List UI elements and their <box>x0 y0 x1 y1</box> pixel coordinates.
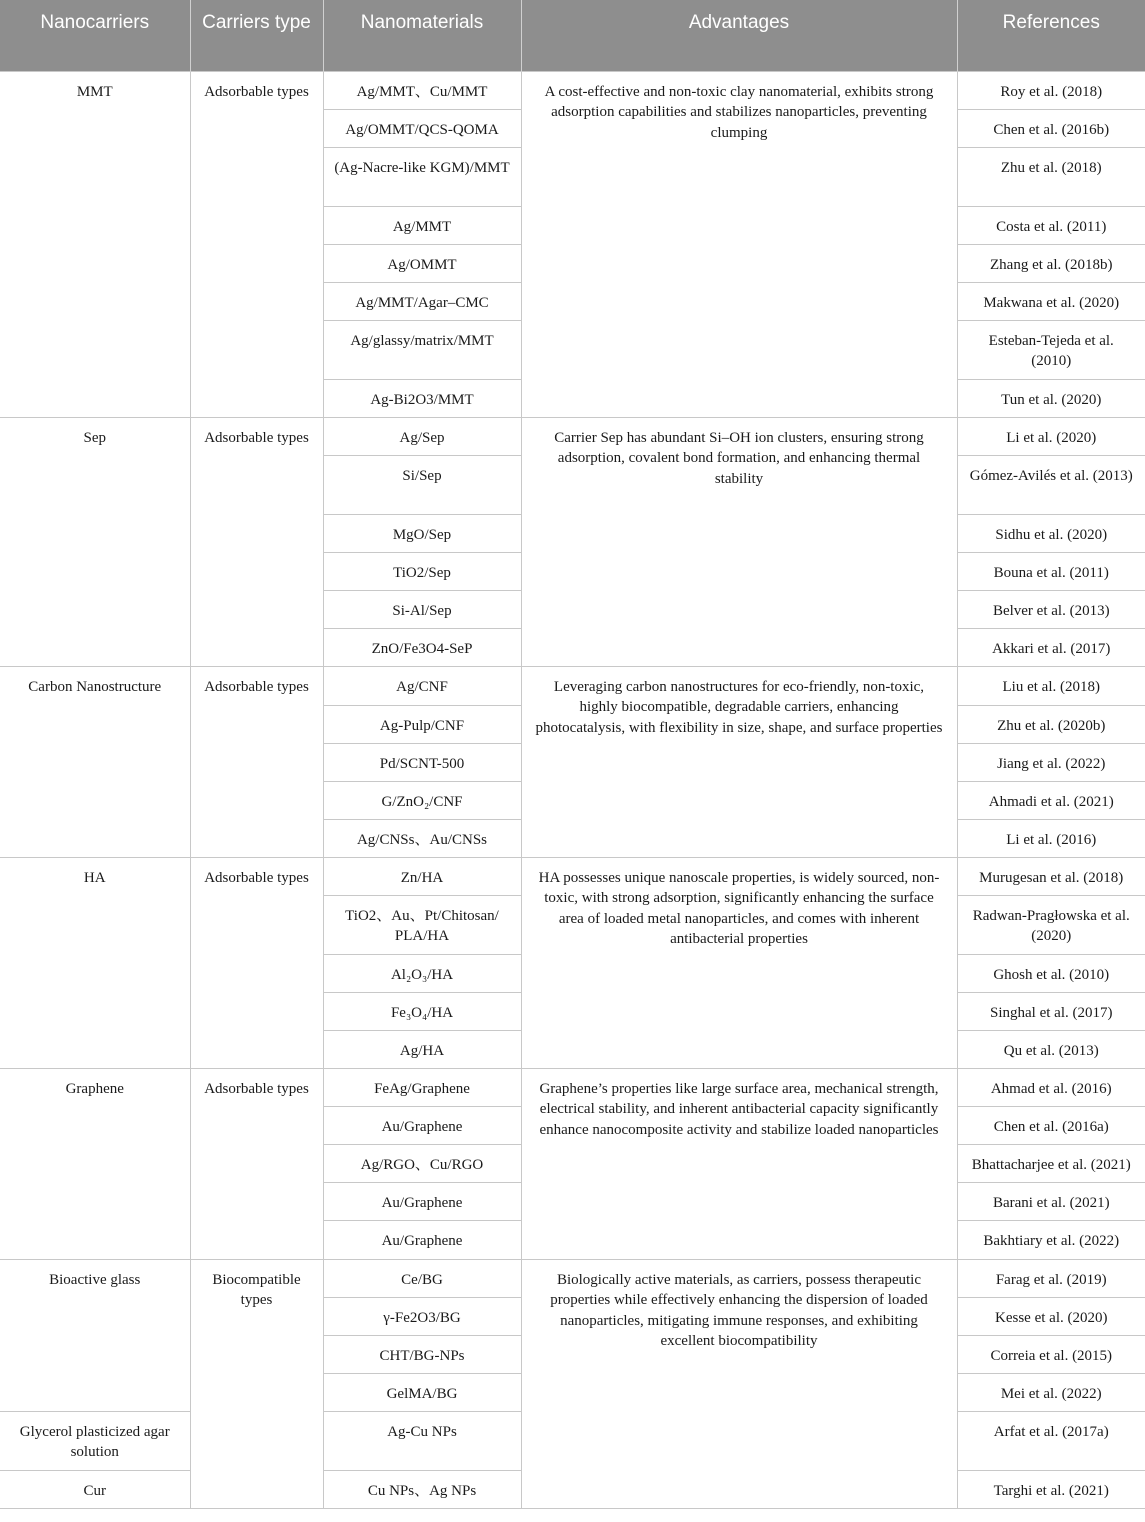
reference-cell: Barani et al. (2021) <box>957 1182 1145 1220</box>
carrier-cell: Graphene <box>0 1068 190 1259</box>
material-cell: TiO2/Sep <box>323 552 521 590</box>
material-cell: Ag/HA <box>323 1030 521 1068</box>
header-carriers-type: Carriers type <box>190 0 323 71</box>
material-cell: Cu NPs、Ag NPs <box>323 1470 521 1508</box>
material-cell: Ag-Pulp/CNF <box>323 705 521 743</box>
reference-cell: Kesse et al. (2020) <box>957 1297 1145 1335</box>
carrier-cell: MMT <box>0 71 190 417</box>
carrier-cell: Bioactive glass <box>0 1259 190 1411</box>
material-cell: Ag/OMMT <box>323 244 521 282</box>
carrier-cell: Sep <box>0 417 190 666</box>
material-cell: FeAg/Graphene <box>323 1068 521 1106</box>
carrier-type-cell: Biocompatible types <box>190 1259 323 1508</box>
reference-cell: Targhi et al. (2021) <box>957 1470 1145 1508</box>
reference-cell: Zhu et al. (2020b) <box>957 705 1145 743</box>
advantage-cell: Biologically active materials, as carriers, possess therapeutic properties while effectively enhancing the dispersion of loaded nanoparticles, mitigating immune responses, and exhibiting excellent biocompatibility <box>521 1259 957 1508</box>
material-cell: Ag/RGO、Cu/RGO <box>323 1144 521 1182</box>
material-cell: Ag/CNSs、Au/CNSs <box>323 819 521 857</box>
header-references: References <box>957 0 1145 71</box>
material-cell: Si-Al/Sep <box>323 590 521 628</box>
material-cell: Fe₃O₄/HA <box>323 992 521 1030</box>
table-row <box>0 857 1145 895</box>
table-row <box>0 417 1145 455</box>
reference-cell: Li et al. (2020) <box>957 417 1145 455</box>
carrier-type-cell: Adsorbable types <box>190 1068 323 1259</box>
table-row <box>0 666 1145 705</box>
reference-cell: Makwana et al. (2020) <box>957 282 1145 320</box>
reference-cell: Ahmad et al. (2016) <box>957 1068 1145 1106</box>
table-row <box>0 1259 1145 1297</box>
reference-cell: Akkari et al. (2017) <box>957 628 1145 666</box>
reference-cell: Gómez-Avilés et al. (2013) <box>957 455 1145 514</box>
carrier-cell: HA <box>0 857 190 1068</box>
reference-cell: Liu et al. (2018) <box>957 666 1145 705</box>
material-cell: Ag/OMMT/QCS-QOMA <box>323 109 521 147</box>
reference-cell: Arfat et al. (2017a) <box>957 1411 1145 1470</box>
advantage-cell: A cost-effective and non-toxic clay nanomaterial, exhibits strong adsorption capabilities and stabilizes nanoparticles, preventing clumping <box>521 71 957 417</box>
advantage-cell: Graphene’s properties like large surface area, mechanical strength, electrical stability, and inherent antibacterial capacity significantly enhance nanocomposite activity and stabilize loaded nanoparticles <box>521 1068 957 1259</box>
reference-cell: Ahmadi et al. (2021) <box>957 781 1145 819</box>
material-cell: Ag-Cu NPs <box>323 1411 521 1470</box>
reference-cell: Esteban-Tejeda et al. (2010) <box>957 320 1145 379</box>
material-cell: Ag/Sep <box>323 417 521 455</box>
material-cell: Ag-Bi2O3/MMT <box>323 379 521 417</box>
carrier-cell: Carbon Nanostructure <box>0 666 190 857</box>
material-cell: Ce/BG <box>323 1259 521 1297</box>
material-cell: Ag/glassy/matrix/MMT <box>323 320 521 379</box>
header-nanocarriers: Nanocarriers <box>0 0 190 71</box>
header-nanomaterials: Nanomaterials <box>323 0 521 71</box>
carrier-type-cell: Adsorbable types <box>190 71 323 417</box>
material-cell: Pd/SCNT-500 <box>323 743 521 781</box>
reference-cell: Chen et al. (2016b) <box>957 109 1145 147</box>
reference-cell: Qu et al. (2013) <box>957 1030 1145 1068</box>
material-cell: GelMA/BG <box>323 1373 521 1411</box>
reference-cell: Tun et al. (2020) <box>957 379 1145 417</box>
material-cell: Si/Sep <box>323 455 521 514</box>
material-cell: G/ZnO₂/CNF <box>323 781 521 819</box>
reference-cell: Bhattacharjee et al. (2021) <box>957 1144 1145 1182</box>
carrier-type-cell: Adsorbable types <box>190 857 323 1068</box>
reference-cell: Costa et al. (2011) <box>957 206 1145 244</box>
advantage-cell: Carrier Sep has abundant Si–OH ion clusters, ensuring strong adsorption, covalent bond formation, and enhancing thermal stability <box>521 417 957 666</box>
reference-cell: Jiang et al. (2022) <box>957 743 1145 781</box>
reference-cell: Roy et al. (2018) <box>957 71 1145 109</box>
reference-cell: Li et al. (2016) <box>957 819 1145 857</box>
material-cell: MgO/Sep <box>323 514 521 552</box>
material-cell: Ag/MMT、Cu/MMT <box>323 71 521 109</box>
reference-cell: Chen et al. (2016a) <box>957 1106 1145 1144</box>
reference-cell: Sidhu et al. (2020) <box>957 514 1145 552</box>
reference-cell: Correia et al. (2015) <box>957 1335 1145 1373</box>
reference-cell: Ghosh et al. (2010) <box>957 954 1145 992</box>
material-cell: TiO2、Au、Pt/Chitosan/ PLA/HA <box>323 895 521 954</box>
header-row <box>0 0 1145 71</box>
carrier-cell: Glycerol plasticized agar solution <box>0 1411 190 1470</box>
carrier-type-cell: Adsorbable types <box>190 417 323 666</box>
reference-cell: Mei et al. (2022) <box>957 1373 1145 1411</box>
material-cell: Ag/CNF <box>323 666 521 705</box>
reference-cell: Bakhtiary et al. (2022) <box>957 1220 1145 1259</box>
reference-cell: Farag et al. (2019) <box>957 1259 1145 1297</box>
reference-cell: Zhang et al. (2018b) <box>957 244 1145 282</box>
reference-cell: Belver et al. (2013) <box>957 590 1145 628</box>
advantage-cell: HA possesses unique nanoscale properties, is widely sourced, non-toxic, with strong adsorption, significantly enhancing the surface area of loaded metal nanoparticles, and comes with inherent antibacterial properties <box>521 857 957 1068</box>
reference-cell: Singhal et al. (2017) <box>957 992 1145 1030</box>
material-cell: Au/Graphene <box>323 1106 521 1144</box>
header-advantages: Advantages <box>521 0 957 71</box>
material-cell: Ag/MMT/Agar–CMC <box>323 282 521 320</box>
material-cell: Ag/MMT <box>323 206 521 244</box>
material-cell: Zn/HA <box>323 857 521 895</box>
material-cell: Al₂O₃/HA <box>323 954 521 992</box>
reference-cell: Zhu et al. (2018) <box>957 147 1145 206</box>
table-row <box>0 1068 1145 1106</box>
reference-cell: Radwan-Pragłowska et al. (2020) <box>957 895 1145 954</box>
carrier-cell: Cur <box>0 1470 190 1508</box>
reference-cell: Bouna et al. (2011) <box>957 552 1145 590</box>
material-cell: γ-Fe2O3/BG <box>323 1297 521 1335</box>
table-row <box>0 71 1145 109</box>
reference-cell: Murugesan et al. (2018) <box>957 857 1145 895</box>
material-cell: Au/Graphene <box>323 1182 521 1220</box>
material-cell: CHT/BG-NPs <box>323 1335 521 1373</box>
material-cell: ZnO/Fe3O4-SeP <box>323 628 521 666</box>
material-cell: Au/Graphene <box>323 1220 521 1259</box>
advantage-cell: Leveraging carbon nanostructures for eco-friendly, non-toxic, highly biocompatible, degradable carriers, enhancing photocatalysis, with flexibility in size, shape, and surface properties <box>521 666 957 857</box>
carrier-type-cell: Adsorbable types <box>190 666 323 857</box>
material-cell: (Ag-Nacre-like KGM)/MMT <box>323 147 521 206</box>
